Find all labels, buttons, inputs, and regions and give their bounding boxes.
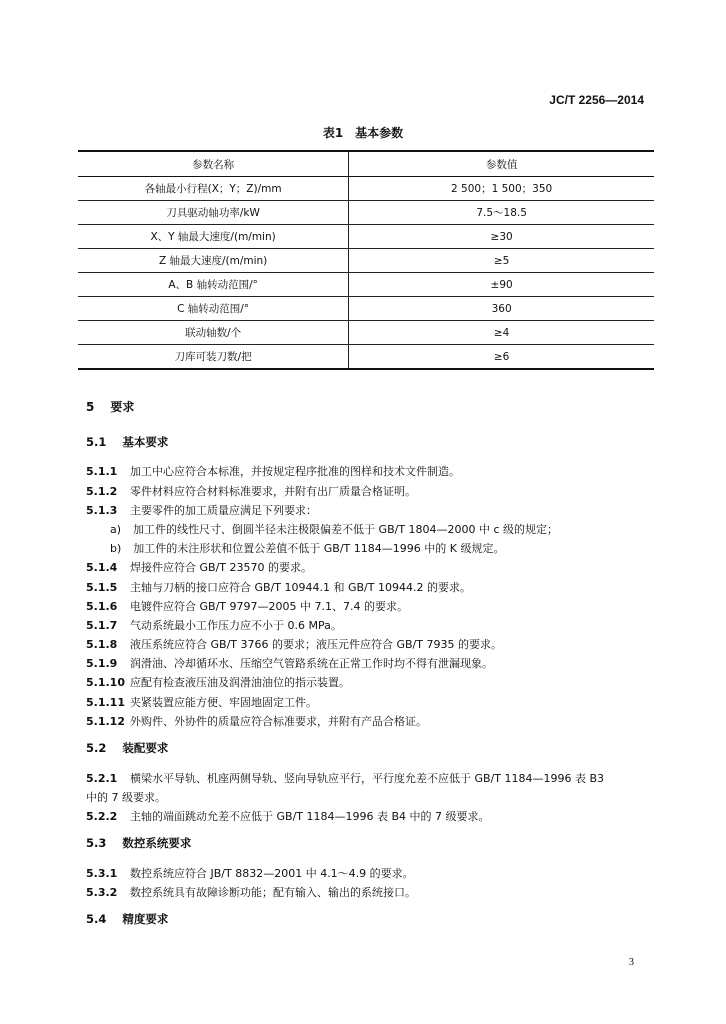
clause-item (86, 598, 408, 614)
parameter-name-cell: 联动轴数/个 (78, 321, 349, 345)
clause-number: 5.1.9 (86, 657, 118, 670)
clause-number: b) (110, 542, 122, 555)
clause-text: 应配有检查液压油及润滑油油位的指示装置。 (130, 676, 350, 689)
parameter-name-cell: 各轴最小行程(X；Y；Z)/mm (78, 177, 349, 201)
clause-text: 液压系统应符合 GB/T 3766 的要求；液压元件应符合 GB/T 7935 的要求。 (130, 638, 502, 651)
subsection-heading (86, 911, 168, 927)
clause-text: 要求 (110, 400, 135, 414)
clause-item (86, 463, 460, 479)
table-row (78, 177, 654, 201)
clause-text: 加工件的未注形状和位置公差值不低于 GB/T 1184—1996 中的 K 级规定。 (133, 542, 505, 555)
clause-text: 加工件的线性尺寸、倒圆半径未注极限偏差不低于 GB/T 1804—2000 中 c 级的规定； (133, 523, 559, 536)
clause-item (86, 579, 471, 595)
clause-text: 主要零件的加工质量应满足下列要求： (130, 504, 317, 517)
clause-number: 5.1.1 (86, 465, 118, 478)
clause-number: 5.2.2 (86, 810, 118, 823)
parameter-name-cell: X、Y 轴最大速度/(m/min) (78, 225, 349, 249)
parameter-value-cell: 7.5～18.5 (349, 201, 654, 225)
clause-number: 5 (86, 400, 95, 414)
parameter-name-cell: C 轴转动范围/° (78, 297, 349, 321)
clause-item (86, 655, 493, 671)
clause-item (86, 617, 342, 633)
clause-text: 数控系统具有故障诊断功能；配有输入、输出的系统接口。 (130, 886, 416, 899)
table-header-row (78, 151, 654, 177)
clause-item (86, 713, 427, 729)
clause-number: 5.2 (86, 741, 107, 755)
clause-item (86, 808, 490, 824)
clause-continuation (86, 789, 166, 805)
clause-number: 5.3 (86, 836, 107, 850)
clause-number: 5.1.7 (86, 619, 118, 632)
table-row (78, 321, 654, 345)
clause-item (86, 636, 502, 652)
clause-text: 数控系统要求 (122, 836, 192, 850)
clause-number: 5.1.2 (86, 485, 118, 498)
clause-number: 5.1.8 (86, 638, 118, 651)
clause-text: 加工中心应符合本标准，并按规定程序批准的图样和技术文件制造。 (130, 465, 460, 478)
clause-item (86, 483, 416, 499)
subsection-heading (86, 740, 168, 756)
clause-text: 横梁水平导轨、机座两侧导轨、竖向导轨应平行，平行度允差不应低于 GB/T 1184—1996 表 B3 (130, 772, 605, 785)
clause-text: 气动系统最小工作压力应不小于 0.6 MPa。 (130, 619, 342, 632)
clause-number: 5.1.11 (86, 696, 125, 709)
clause-text: 主轴的端面跳动允差不应低于 GB/T 1184—1996 表 B4 中的 7 级要求。 (130, 810, 490, 823)
clause-number: 5.4 (86, 912, 107, 926)
clause-item (86, 502, 317, 518)
clause-item (86, 694, 317, 710)
subsection-heading (86, 835, 191, 851)
document-code: JC/T 2256—2014 (549, 93, 644, 107)
clause-text: 数控系统应符合 JB/T 8832—2001 中 4.1～4.9 的要求。 (130, 867, 414, 880)
clause-number: 5.2.1 (86, 772, 118, 785)
table-row (78, 201, 654, 225)
clause-text: 外购件、外协件的质量应符合标准要求，并附有产品合格证。 (130, 715, 427, 728)
parameter-value-cell: ≥6 (349, 345, 654, 370)
parameter-value-cell: ≥30 (349, 225, 654, 249)
table-row (78, 249, 654, 273)
clause-text: 主轴与刀柄的接口应符合 GB/T 10944.1 和 GB/T 10944.2 的要求。 (130, 581, 471, 594)
list-subitem (110, 540, 504, 556)
clause-number: 5.1.3 (86, 504, 118, 517)
clause-number: 5.1.12 (86, 715, 125, 728)
clause-text: 电镀件应符合 GB/T 9797—2005 中 7.1、7.4 的要求。 (130, 600, 408, 613)
clause-text: 精度要求 (122, 912, 169, 926)
table-row (78, 345, 654, 370)
clause-number: 5.1.5 (86, 581, 118, 594)
clause-number: 5.3.2 (86, 886, 118, 899)
page-number: 3 (628, 957, 634, 968)
section-heading (86, 398, 134, 415)
clause-number: 5.3.1 (86, 867, 118, 880)
table-row (78, 225, 654, 249)
clause-item (86, 865, 414, 881)
clause-item (86, 770, 604, 786)
parameter-name-cell: 刀库可装刀数/把 (78, 345, 349, 370)
basic-parameters-table (78, 150, 654, 370)
clause-number: 5.1.6 (86, 600, 118, 613)
clause-number: a) (110, 523, 122, 536)
clause-text: 中的 7 级要求。 (86, 791, 166, 804)
table-row (78, 297, 654, 321)
clause-text: 焊接件应符合 GB/T 23570 的要求。 (130, 561, 312, 574)
table-caption: 表1 基本参数 (322, 126, 404, 140)
clause-text: 润滑油、冷却循环水、压缩空气管路系统在正常工作时均不得有泄漏现象。 (130, 657, 493, 670)
parameter-value-cell: 2 500；1 500；350 (349, 177, 654, 201)
table-row (78, 273, 654, 297)
parameter-name-cell: Z 轴最大速度/(m/min) (78, 249, 349, 273)
clause-number: 5.1.10 (86, 676, 125, 689)
subsection-heading (86, 434, 168, 450)
parameter-value-cell: ≥4 (349, 321, 654, 345)
list-subitem (110, 521, 558, 537)
parameter-value-cell: 360 (349, 297, 654, 321)
clause-text: 零件材料应符合材料标准要求，并附有出厂质量合格证明。 (130, 485, 416, 498)
column-header-parameter-value: 参数值 (349, 151, 654, 177)
parameter-value-cell: ≥5 (349, 249, 654, 273)
column-header-parameter-name: 参数名称 (78, 151, 349, 177)
clause-number: 5.1.4 (86, 561, 118, 574)
parameter-value-cell: ±90 (349, 273, 654, 297)
clause-text: 装配要求 (122, 741, 169, 755)
parameter-name-cell: 刀具驱动轴功率/kW (78, 201, 349, 225)
clause-item (86, 884, 416, 900)
clause-item (86, 559, 312, 575)
clause-text: 夹紧装置应能方便、牢固地固定工件。 (130, 696, 317, 709)
clause-number: 5.1 (86, 435, 107, 449)
clause-text: 基本要求 (122, 435, 169, 449)
parameter-name-cell: A、B 轴转动范围/° (78, 273, 349, 297)
clause-item (86, 674, 350, 690)
